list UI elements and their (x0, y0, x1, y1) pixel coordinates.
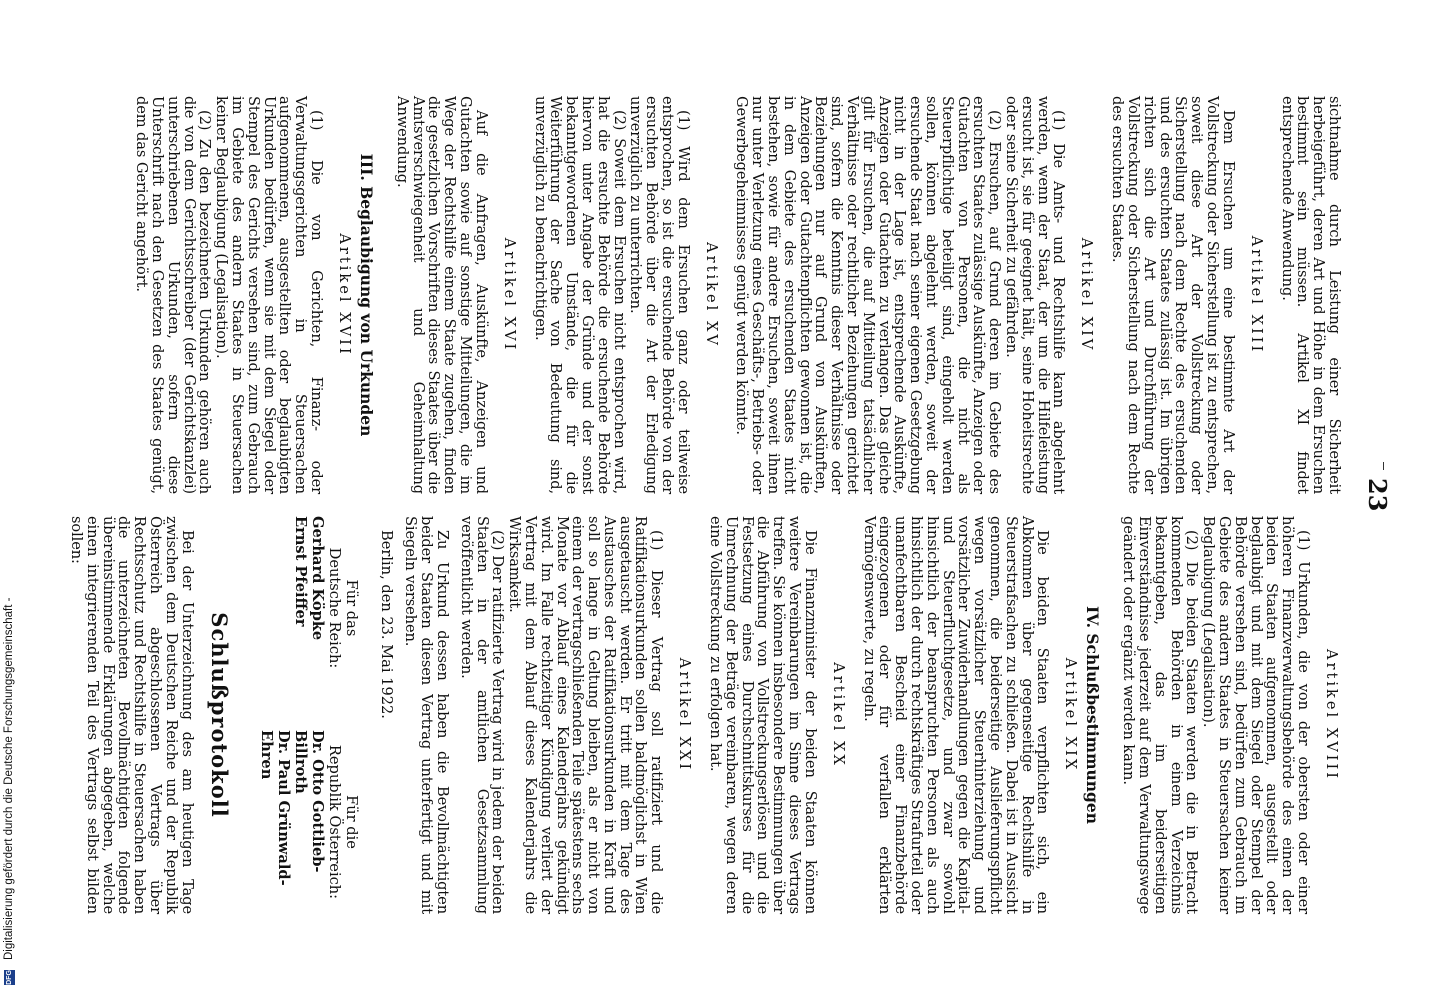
dfg-logo: DFG (6, 970, 13, 985)
signature-austria-label-1: Für die (342, 795, 360, 849)
left-column (112, 96, 1342, 494)
article-20-heading: Artikel XX (829, 662, 847, 768)
right-column (67, 516, 1342, 914)
article-18-paragraph-1: (1) Urkunden, die von der obersten oder einer höheren Finanzverwaltungsbehörde des einen der beiden Staaten aufgenommen, ausgestellt oder beglaubigt und mit dem Siegel oder Stempel der Behörde versehen sind, bedürfen zum Gebrauch im Gebiete des andern Staates in Steuersachen keiner Beglaubigung (Legalisation). (1200, 516, 1312, 914)
signature-austria-name-2: Dr. Paul Grünwald-Ehren (257, 730, 292, 886)
section-4-heading: IV. Schlußbestimmungen (1083, 606, 1103, 824)
article-14-paragraph-1: (1) Die Amts- und Rechtshilfe kann abgelehnt werden, wenn der Staat, der um die Hilfeleistung ersucht ist, sie für geeignet hält, seine Hoheitsrechte oder seine Sicherheit zu gefährden. (1003, 96, 1068, 494)
closing-statement: Zu Urkund dessen haben die Bevollmächtigten beider Staaten diesen Vertrag unterfertigt und mit Siegeln versehen. (402, 516, 451, 914)
article-15-heading: Artikel XV (702, 242, 720, 348)
column-divider (1383, 462, 1384, 470)
article-17-paragraph-1: (1) Die von Gerichten, Finanz- oder Verwaltungsgerichten in Steuersachen aufgenommenen, ausgestellten oder beglaubigten Urkunden bedürfen, wenn sie mit dem Siegel oder Stempel des Gerichts versehen sind, zum Gebrauch im Gebiete des andern Staates in Steuersachen keiner Beglaubigung (Legalisation). (213, 96, 325, 494)
intro-paragraph: sichtnahme durch Leistung einer Sicherheit herbeigeführt, deren Art und Höhe in dem Ersuchen bestimmt sein müssen. Artikel XI findet entsprechende Anwendung. (1278, 96, 1343, 494)
article-18-paragraph-2: (2) Die beiden Staaten werden die in Betracht kommenden Behörden in einem Verzeichnis bekanntgeben, das im beiderseitigen Einverständnisse jederzeit auf dem Verwaltungswege geändert oder ergänzt werden kann. (1120, 516, 1201, 914)
article-14-heading: Artikel XIV (1078, 237, 1096, 353)
section-3-heading: III. Beglaubigung von Urkunden (356, 153, 376, 437)
final-protocol-heading: Schlußprotokoll (206, 612, 232, 818)
article-16-text: Auf die Anfragen, Auskünfte, Anzeigen und Gutachten sowie auf sonstige Mitteilungen, die im Wege der Rechtshilfe einem Staate zugehen, finden die gesetzlichen Vorschriften dieses Staates über die Amtsverschwiegenheit und Geheimhaltung Anwendung. (393, 96, 490, 494)
signature-austria-label-2: Republik Österreich: (325, 744, 343, 900)
article-16-heading: Artikel XVI (500, 237, 518, 353)
signature-germany-name-1: Gerhard Köpke (308, 516, 326, 641)
article-21-heading: Artikel XXI (676, 657, 694, 773)
article-15-paragraph-2: (2) Soweit dem Ersuchen nicht entsprochen wird, hat die ersuchte Behörde die ersuchende Behörde hiervon unter Angabe der Gründe und der sonst bekanntgewordenen Umstände, die für die Weiterführung der Sache von Bedeutung sind, unverzüglich zu benachrichtigen. (531, 96, 628, 494)
signature-germany (258, 516, 360, 700)
signature-austria-name-1: Dr. Otto Gottlieb-Billroth (291, 730, 326, 873)
article-19-heading: Artikel XIX (1062, 657, 1080, 773)
article-13-heading: Artikel XIII (1247, 235, 1265, 355)
article-19-text: Die beiden Staaten verpflichten sich, ein Abkommen über gegenseitige Rechtshilfe in Steuerstrafsachen zu schließen. Dabei ist in Aussicht genommen, die beiderseitige Auslieferungspflicht wegen vorsätzlicher Steuerhinterziehung und vorsätzlicher Zuwiderhandlungen gegen die Kapital- und Steuerfluchtgesetze, und zwar sowohl hinsichtlich der beanspruchten Personen als auch hinsichtlich der durch rechtskräftiges Strafurteil oder unanfechtbaren Bescheid einer Finanzbehörde eingezogenen oder für verfallen erklärten Vermögenswerte, zu regeln. (860, 516, 1052, 914)
signature-block (258, 516, 360, 914)
article-21-paragraph-1: (1) Dieser Vertrag soll ratifiziert und die Ratifikationsurkunden sollen baldmöglichst in Wien ausgetauscht werden. Er tritt mit dem Tage des Austausches der Ratifikationsurkunden in Kraft und soll so lange in Geltung bleiben, als er nicht von einem der vertragschließenden Teile spätestens sechs Monate vor Ablauf eines Kalenderjahrs gekündigt wird. Im Falle rechtzeitiger Kündigung verliert der Vertrag mit dem Ablauf dieses Kalenderjahrs die Wirksamkeit. (506, 516, 666, 914)
article-17-heading: Artikel XVII (335, 233, 353, 357)
signature-germany-label-2: Deutsche Reich: (325, 547, 343, 669)
article-17-paragraph-2: (2) Zu den bezeichneten Urkunden gehören auch die von dem Gerichtsschreiber (der Gerichtskanzlei) unterschriebenen Urkunden, sofern diese Unterschrift nach den Gesetzen des Staates genügt, dem das Gericht angehört. (133, 96, 214, 494)
article-13-text: Dem Ersuchen um eine bestimmte Art der Vollstreckung oder Sicherstellung ist zu entsprechen, soweit diese Art der Vollstreckung oder Sicherstellung nach dem Rechte des ersuchenden und des ersuchten Staates zulässig ist. Im übrigen richten sich die Art und Durchführung der Vollstreckung oder Sicherstellung nach dem Rechte des ersuchten Staates. (1109, 96, 1237, 494)
article-14-paragraph-2: (2) Ersuchen, auf Grund deren im Gebiete des ersuchten Staates zulässige Auskünfte, Anzeigen oder Gutachten von Personen, die nicht als Steuerpflichtige beteiligt sind, eingeholt werden sollen, können abgelehnt werden, soweit der ersuchende Staat nach seiner eigenen Gesetzgebung nicht in der Lage ist, entsprechende Auskünfte, Anzeigen oder Gutachten zu verlangen. Das gleiche gilt für Ersuchen, die auf Mitteilung tatsächlicher Verhältnisse oder rechtlicher Beziehungen gerichtet sind, sofern die Kenntnis dieser Verhältnisse oder Beziehungen nur auf Grund von Auskünften, Anzeigen oder Gutachtenpflichten gewonnen ist, die in dem Gebiete des ersuchenden Staates nicht bestehen, sowie für andere Ersuchen, soweit ihnen nur unter Verletzung eines Geschäfts-, Betriebs- oder Gewerbegeheimnisses genügt werden könnte. (733, 96, 1004, 494)
digitization-note-strip (0, 0, 18, 1000)
article-15-paragraph-1: (1) Wird dem Ersuchen ganz oder teilweise entsprochen, so ist die ersuchende Behörde von der ersuchten Behörde über die Art der Erledigung unverzüglich zu unterrichten. (627, 96, 692, 494)
article-18-heading: Artikel XVIII (1323, 648, 1340, 782)
article-20-text: Die Finanzminister der beiden Staaten können weitere Vereinbarungen im Sinne dieses Vertrags treffen. Sie können insbesondere Bestimmungen über die Abführung von Vollstreckungserlösen und die Festsetzung eines Durchschnittskurses für die Umrechnung der Beträge vereinbaren, wegen deren eine Vollstreckung zu erfolgen hat. (707, 516, 819, 914)
signature-germany-name-2: Ernst Pfeiffer (291, 516, 309, 627)
final-protocol-text: Bei der Unterzeichnung des am heutigen Tage zwischen dem Deutschen Reiche und der Republik Österreich abgeschlossenen Vertrags über Rechtsschutz und Rechtshilfe in Steuersachen haben die unterzeichneten Bevollmächtigten folgende übereinstimmende Erklärungen abgegeben, welche einen integrierenden Teil des Vertrags selbst bilden sollen: (67, 516, 196, 914)
signature-austria (258, 700, 360, 914)
article-21-paragraph-2: (2) Der ratifizierte Vertrag wird in jedem der beiden Staaten in der amtlichen Gesetzsammlung veröffentlicht werden. (457, 516, 507, 914)
signature-germany-label-1: Für das (342, 579, 360, 637)
digitization-note: Digitalisierung gefördert durch die Deutsche Forschungsgemeinschaft - (3, 597, 15, 960)
place-and-date: Berlin, den 23. Mai 1922. (377, 530, 395, 719)
page-number: 23 (1363, 478, 1392, 512)
